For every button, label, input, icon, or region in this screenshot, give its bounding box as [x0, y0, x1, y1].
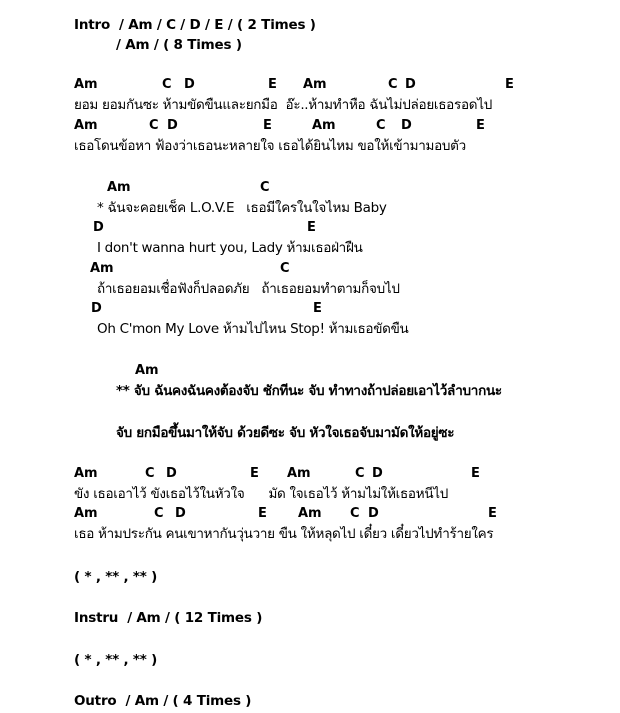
instru-line: Instru / Am / ( 12 Times ): [74, 610, 263, 626]
chord: D: [368, 506, 379, 521]
chord: Am: [90, 261, 114, 276]
chord: E: [263, 118, 272, 133]
chord: D: [372, 466, 383, 481]
chord: C: [350, 506, 360, 521]
chord: C: [355, 466, 365, 481]
chord: Am: [107, 180, 131, 195]
chord: D: [167, 118, 178, 133]
chord: E: [471, 466, 480, 481]
chord: Am: [312, 118, 336, 133]
chord: E: [476, 118, 485, 133]
outro-line: Outro / Am / ( 4 Times ): [74, 693, 252, 709]
lyric-line: ยอม ยอมกันซะ ห้ามขัดขืนและยกมือ อ๊ะ..ห้ามทำหือ ฉันไม่ปล่อยเธอรอดไป: [74, 97, 492, 113]
chord: E: [258, 506, 267, 521]
chord: Am: [74, 118, 98, 133]
lyric-line: เธอ ห้ามประกัน คนเขาหากันวุ่นวาย ขืน ให้หลุดไป เดี๋ยว เดี๋ยวไปทำร้ายใคร: [74, 526, 494, 542]
chord: D: [175, 506, 186, 521]
chord: C: [388, 77, 398, 92]
chord: E: [488, 506, 497, 521]
repeat-marker: ( * , ** , ** ): [74, 569, 158, 585]
repeat-marker: ( * , ** , ** ): [74, 652, 158, 668]
lyric-line: I don't wanna hurt you, Lady ห้ามเธอฝ่าฝืน: [97, 240, 363, 256]
lyric-line: เธอโดนข้อหา ฟ้องว่าเธอนะหลายใจ เธอได้ยินไหม ขอให้เข้ามามอบตัว: [74, 138, 466, 154]
chord: Am: [135, 363, 159, 378]
chord: E: [250, 466, 259, 481]
chord: C: [376, 118, 386, 133]
chord: D: [184, 77, 195, 92]
chord: E: [307, 220, 316, 235]
chord: C: [162, 77, 172, 92]
chord: Am: [298, 506, 322, 521]
chord: C: [154, 506, 164, 521]
chord: E: [313, 301, 322, 316]
chord: E: [268, 77, 277, 92]
chord: C: [149, 118, 159, 133]
chord: Am: [303, 77, 327, 92]
lyric-line: จับ ยกมือขึ้นมาให้จับ ด้วยดีซะ จับ หัวใจเธอจับมามัดให้อยู่ซะ: [116, 425, 455, 441]
chord: Am: [287, 466, 311, 481]
intro-line-2: / Am / ( 8 Times ): [116, 37, 242, 53]
chord: Am: [74, 506, 98, 521]
intro-line: Intro / Am / C / D / E / ( 2 Times ): [74, 17, 316, 33]
lyric-line: Oh C'mon My Love ห้ามไปไหน Stop! ห้ามเธอขัดขืน: [97, 321, 409, 337]
chord: Am: [74, 466, 98, 481]
lyric-line: ถ้าเธอยอมเชื่อฟังก็ปลอดภัย ถ้าเธอยอมทำตามก็จบไป: [97, 281, 400, 297]
chord: D: [166, 466, 177, 481]
lyric-line: ** จับ ฉันคงฉันคงต้องจับ ชักทีนะ จับ ทำทางถ้าปล่อยเอาไว้ลำบากนะ: [116, 383, 502, 399]
chord: Am: [74, 77, 98, 92]
chord: C: [145, 466, 155, 481]
lyric-line: ขัง เธอเอาไว้ ขังเธอไว้ในหัวใจ มัด ใจเธอไว้ ห้ามไม่ให้เธอหนีไป: [74, 486, 449, 502]
lyric-line: * ฉันจะคอยเช็ค L.O.V.E เธอมีใครในใจไหม Baby: [97, 200, 387, 216]
chord: D: [405, 77, 416, 92]
chord: C: [260, 180, 270, 195]
chord: D: [93, 220, 104, 235]
chord: E: [505, 77, 514, 92]
chord: C: [280, 261, 290, 276]
chord: D: [91, 301, 102, 316]
chord: D: [401, 118, 412, 133]
